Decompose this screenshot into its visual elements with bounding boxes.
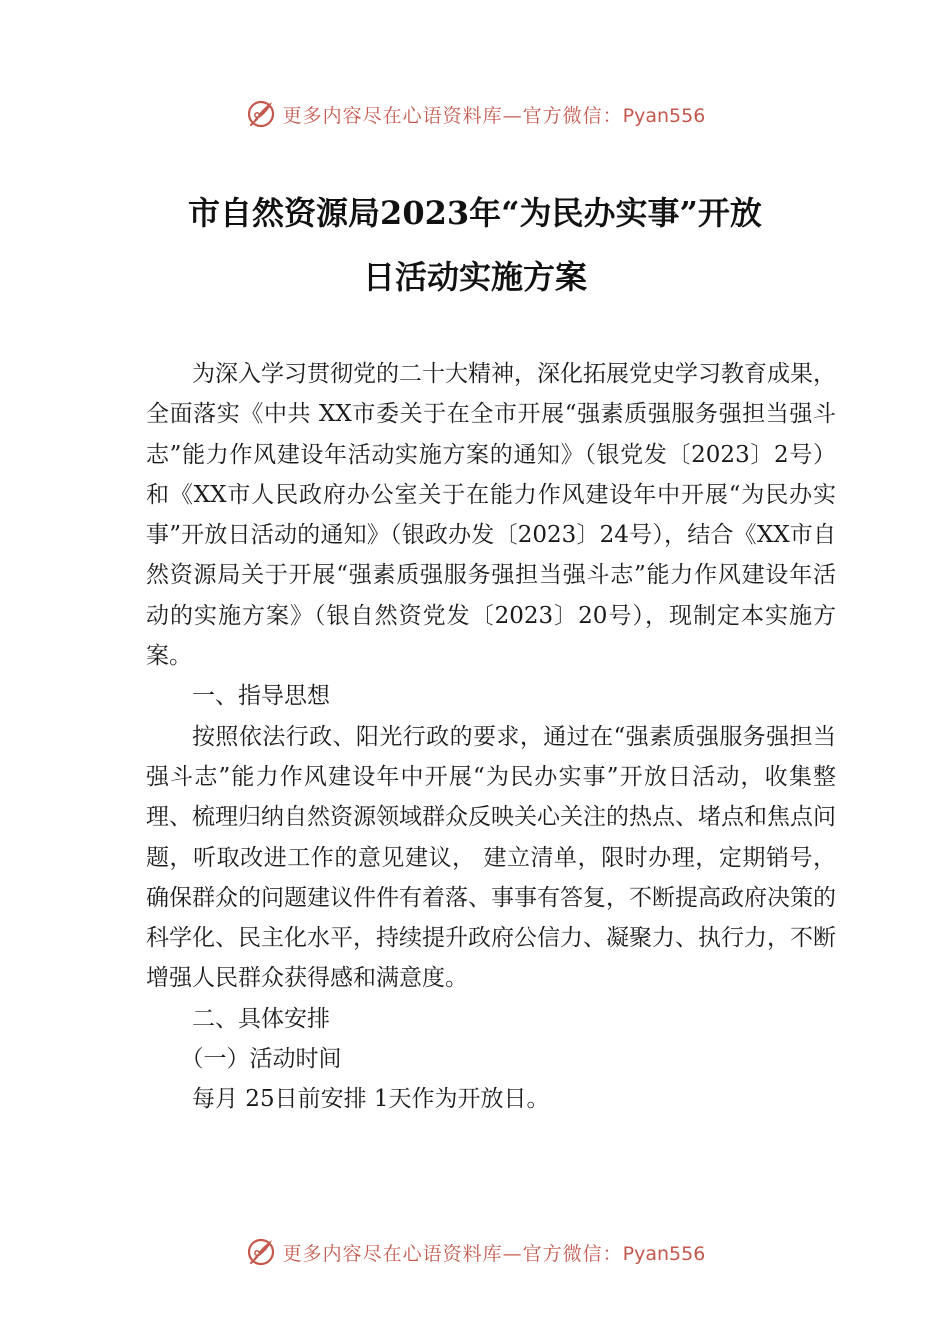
- watermark-text: 更多内容尽在心语资料库—官方微信：: [282, 104, 623, 127]
- watermark-text: 更多内容尽在心语资料库—官方微信：: [282, 1242, 623, 1265]
- section-heading-arrangements: 二、具体安排: [192, 1005, 330, 1032]
- activity-time-paragraph: 每月 25日前安排 1天作为开放日。: [192, 1086, 550, 1113]
- guiding-ideology-paragraph: 按照依法行政、阳光行政的要求，通过在“强素质强服务强担当强斗志”能力作风建设年中开展“为民办实事”开放日活动，收集整理、梳理归纳自然资源领域群众反映关心关注的热点、堵点和焦点问题，听取改进工作的意见建议， 建立清单，限时办理，定期销号，确保群众的问题建议件件有着落、事事有答复，不断提高政府决策的科学化、民主化水平，持续提升政府公信力、凝聚力、执行力，不断增强人民群众获得感和满意度。: [146, 723, 836, 992]
- watermark-banner-bottom: [0, 1232, 950, 1272]
- subsection-heading-activity-time: （一）活动时间: [180, 1046, 342, 1073]
- section-heading-guiding-ideology: 一、指导思想: [192, 683, 330, 710]
- wechat-id: Pyan556: [622, 1242, 706, 1265]
- quill-logo-icon: [245, 98, 277, 130]
- document-body: [146, 354, 836, 1120]
- document-title-line-2: 日活动实施方案: [362, 258, 587, 296]
- intro-paragraph: 为深入学习贯彻党的二十大精神，深化拓展党史学习教育成果，全面落实《中共 XX市委关于在全市开展“强素质强服务强担当强斗志”能力作风建设年活动实施方案的通知》（银党发〔2023〕2号）和《XX市人民政府办公室关于在能力作风建设年中开展“为民办实事”开放日活动的通知》（银政办发〔2023〕24号），结合《XX市自然资源局关于开展“强素质强服务强担当强斗志”能力作风建设年活动的实施方案》（银自然资党发〔2023〕20号），现制定本实施方案。: [146, 361, 836, 670]
- quill-logo-icon: [245, 1236, 277, 1268]
- wechat-id: Pyan556: [622, 104, 706, 127]
- watermark-banner-top: [0, 94, 950, 134]
- document-title-line-1: 市自然资源局2023年“为民办实事”开放: [188, 194, 762, 232]
